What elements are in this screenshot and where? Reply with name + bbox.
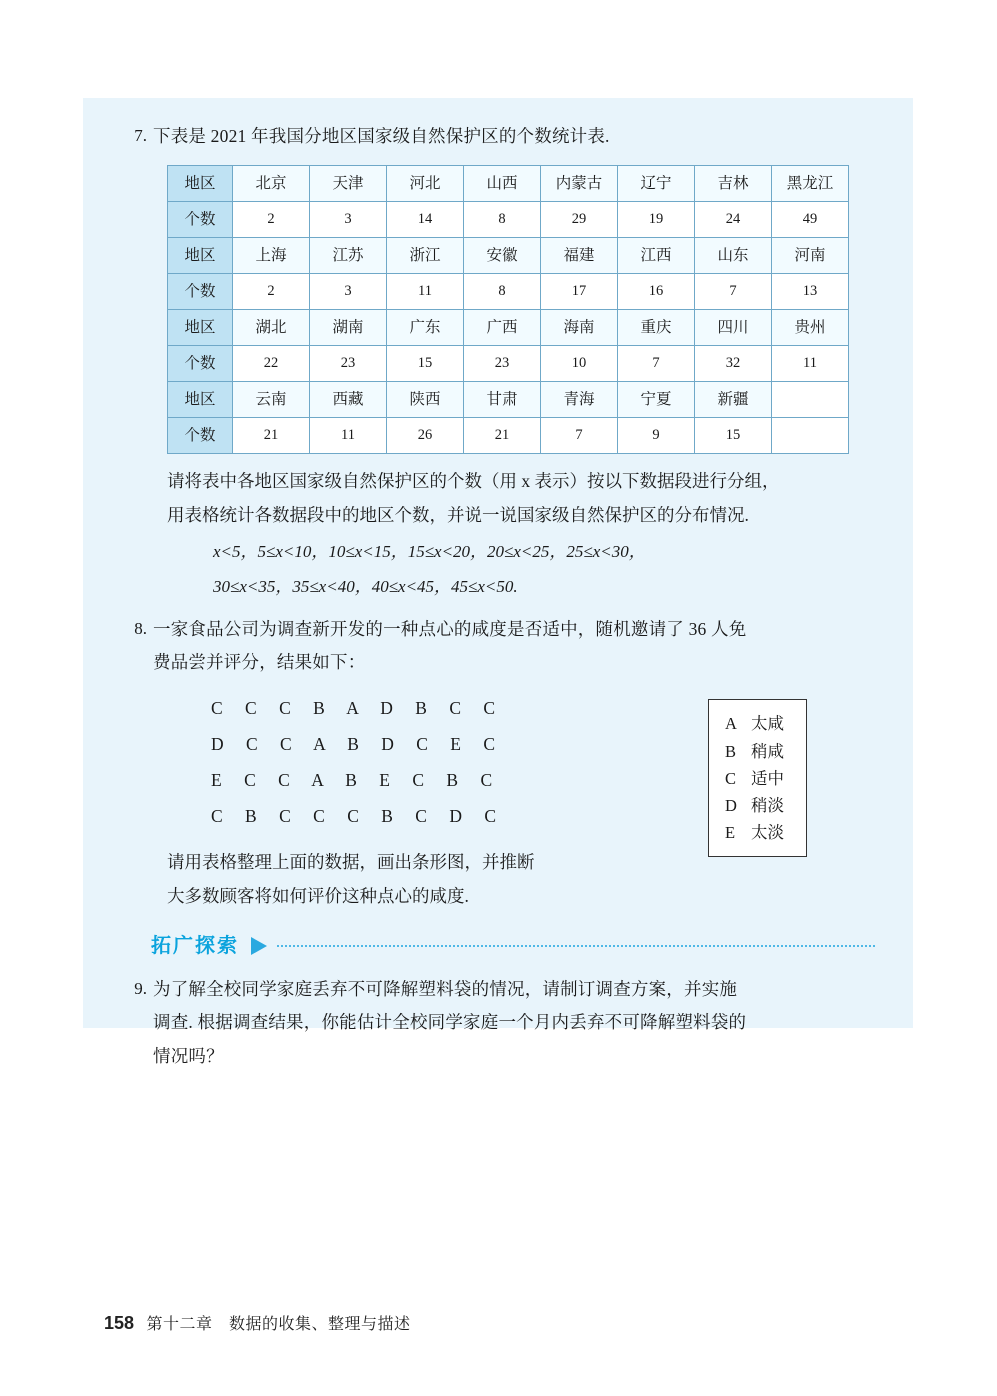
question-8-stem-line2: 费品尝并评分，结果如下：	[153, 652, 366, 673]
count-cell: 14	[387, 202, 464, 238]
legend-key: B	[725, 741, 737, 761]
region-cell: 北京	[233, 166, 310, 202]
question-9-number: 9.	[134, 979, 147, 999]
region-cell: 甘肃	[464, 382, 541, 418]
count-cell: 49	[772, 202, 849, 238]
region-cell: 广东	[387, 310, 464, 346]
region-cell: 贵州	[772, 310, 849, 346]
question-7-instruction-line1: 请将表中各地区国家级自然保护区的个数（用 x 表示）按以下数据段进行分组，	[167, 471, 780, 492]
count-cell: 16	[618, 274, 695, 310]
question-7-ranges-line2: 30≤x<35，35≤x<40，40≤x<45，45≤x<50.	[213, 576, 518, 596]
question-7-ranges-line1: x<5，5≤x<10，10≤x<15，15≤x<20，20≤x<25，25≤x<30，	[213, 541, 646, 561]
table-row	[168, 274, 849, 310]
count-cell: 8	[464, 202, 541, 238]
question-7	[117, 120, 879, 153]
region-cell: 河北	[387, 166, 464, 202]
count-cell: 2	[233, 274, 310, 310]
count-cell: 11	[310, 418, 387, 454]
region-cell: 西藏	[310, 382, 387, 418]
count-cell: 10	[541, 346, 618, 382]
region-cell: 湖南	[310, 310, 387, 346]
dotted-rule	[277, 945, 875, 947]
legend-item	[725, 792, 784, 819]
legend-item	[725, 738, 784, 765]
row-header-count: 个数	[168, 202, 233, 238]
triangle-right-icon	[251, 937, 267, 955]
region-cell: 上海	[233, 238, 310, 274]
legend-item	[725, 819, 784, 846]
count-cell: 24	[695, 202, 772, 238]
region-cell: 内蒙古	[541, 166, 618, 202]
question-7-stem: 下表是 2021 年我国分地区国家级自然保护区的个数统计表.	[153, 126, 610, 146]
region-cell: 吉林	[695, 166, 772, 202]
table-row	[168, 238, 849, 274]
region-cell: 辽宁	[618, 166, 695, 202]
empty-cell	[772, 382, 849, 418]
exercise-panel	[83, 98, 913, 1066]
page-footer	[104, 1311, 411, 1334]
grade-legend-box	[708, 699, 807, 857]
page-number: 158	[104, 1313, 135, 1333]
region-cell: 宁夏	[618, 382, 695, 418]
count-cell: 2	[233, 202, 310, 238]
question-8-number: 8.	[134, 618, 147, 638]
region-cell: 山西	[464, 166, 541, 202]
legend-key: A	[725, 714, 737, 734]
count-cell: 29	[541, 202, 618, 238]
question-9-line1: 为了解全校同学家庭丢弃不可降解塑料袋的情况，请制订调查方案，并实施	[153, 979, 738, 1000]
question-7-number: 7.	[134, 126, 147, 145]
region-cell: 安徽	[464, 238, 541, 274]
legend-label: 稍咸	[751, 741, 784, 761]
table-row	[168, 382, 849, 418]
count-cell: 7	[618, 346, 695, 382]
table-row	[168, 418, 849, 454]
count-cell: 19	[618, 202, 695, 238]
region-cell: 青海	[541, 382, 618, 418]
count-cell: 21	[464, 418, 541, 454]
legend-label: 稍淡	[751, 795, 784, 815]
row-header-count: 个数	[168, 274, 233, 310]
count-cell: 11	[387, 274, 464, 310]
grade-row: D C C A B D C E C	[211, 734, 505, 755]
count-cell: 23	[310, 346, 387, 382]
table-row	[168, 346, 849, 382]
region-cell: 山东	[695, 238, 772, 274]
nature-reserve-table	[167, 165, 849, 454]
legend-key: D	[725, 795, 737, 815]
table-row	[168, 202, 849, 238]
grade-row: C C C B A D B C C	[211, 698, 505, 719]
row-header-count: 个数	[168, 418, 233, 454]
count-cell: 32	[695, 346, 772, 382]
row-header-region: 地区	[168, 166, 233, 202]
legend-item	[725, 710, 784, 737]
legend-label: 适中	[751, 768, 784, 788]
section-header-expand-explore	[151, 931, 879, 961]
region-cell: 河南	[772, 238, 849, 274]
question-7-instruction-line2: 用表格统计各数据段中的地区个数，并说一说国家级自然保护区的分布情况.	[167, 505, 749, 526]
question-8-data-area	[117, 691, 879, 843]
row-header-region: 地区	[168, 382, 233, 418]
count-cell: 3	[310, 274, 387, 310]
region-cell: 福建	[541, 238, 618, 274]
row-header-region: 地区	[168, 310, 233, 346]
row-header-count: 个数	[168, 346, 233, 382]
count-cell: 15	[387, 346, 464, 382]
region-cell: 云南	[233, 382, 310, 418]
count-cell: 3	[310, 202, 387, 238]
legend-label: 太淡	[751, 823, 784, 843]
grade-row: C B C C C B C D C	[211, 805, 506, 826]
count-cell: 22	[233, 346, 310, 382]
legend-key: E	[725, 823, 736, 843]
section-title: 拓广探索	[151, 935, 239, 958]
region-cell: 湖北	[233, 310, 310, 346]
count-cell: 8	[464, 274, 541, 310]
question-9-line3: 情况吗？	[153, 1045, 224, 1066]
region-cell: 江西	[618, 238, 695, 274]
count-cell: 26	[387, 418, 464, 454]
question-8-tail-line1: 请用表格整理上面的数据，画出条形图，并推断	[167, 851, 535, 872]
region-cell: 黑龙江	[772, 166, 849, 202]
region-cell: 新疆	[695, 382, 772, 418]
question-8	[117, 613, 879, 680]
question-8-tail-line2: 大多数顾客将如何评价这种点心的咸度.	[167, 885, 469, 906]
legend-label: 太咸	[751, 714, 784, 734]
row-header-region: 地区	[168, 238, 233, 274]
region-cell: 重庆	[618, 310, 695, 346]
count-cell: 7	[541, 418, 618, 454]
count-cell: 11	[772, 346, 849, 382]
question-9	[117, 973, 879, 1073]
legend-key: C	[725, 768, 737, 788]
count-cell: 23	[464, 346, 541, 382]
count-cell: 9	[618, 418, 695, 454]
question-9-line2: 调查. 根据调查结果，你能估计全校同学家庭一个月内丢弃不可降解塑料袋的	[153, 1012, 747, 1033]
empty-cell	[772, 418, 849, 454]
table-row	[168, 310, 849, 346]
region-cell: 海南	[541, 310, 618, 346]
question-8-stem-line1: 一家食品公司为调查新开发的一种点心的咸度是否适中，随机邀请了 36 人免	[153, 618, 747, 639]
table-row	[168, 166, 849, 202]
count-cell: 7	[695, 274, 772, 310]
region-cell: 浙江	[387, 238, 464, 274]
region-cell: 广西	[464, 310, 541, 346]
region-cell: 四川	[695, 310, 772, 346]
nature-reserve-table-wrap	[167, 165, 879, 454]
count-cell: 17	[541, 274, 618, 310]
count-cell: 15	[695, 418, 772, 454]
region-cell: 天津	[310, 166, 387, 202]
region-cell: 江苏	[310, 238, 387, 274]
legend-item	[725, 765, 784, 792]
grade-row: E C C A B E C B C	[211, 770, 502, 791]
count-cell: 13	[772, 274, 849, 310]
count-cell: 21	[233, 418, 310, 454]
chapter-title: 第十二章 数据的收集、整理与描述	[146, 1316, 411, 1333]
region-cell: 陕西	[387, 382, 464, 418]
